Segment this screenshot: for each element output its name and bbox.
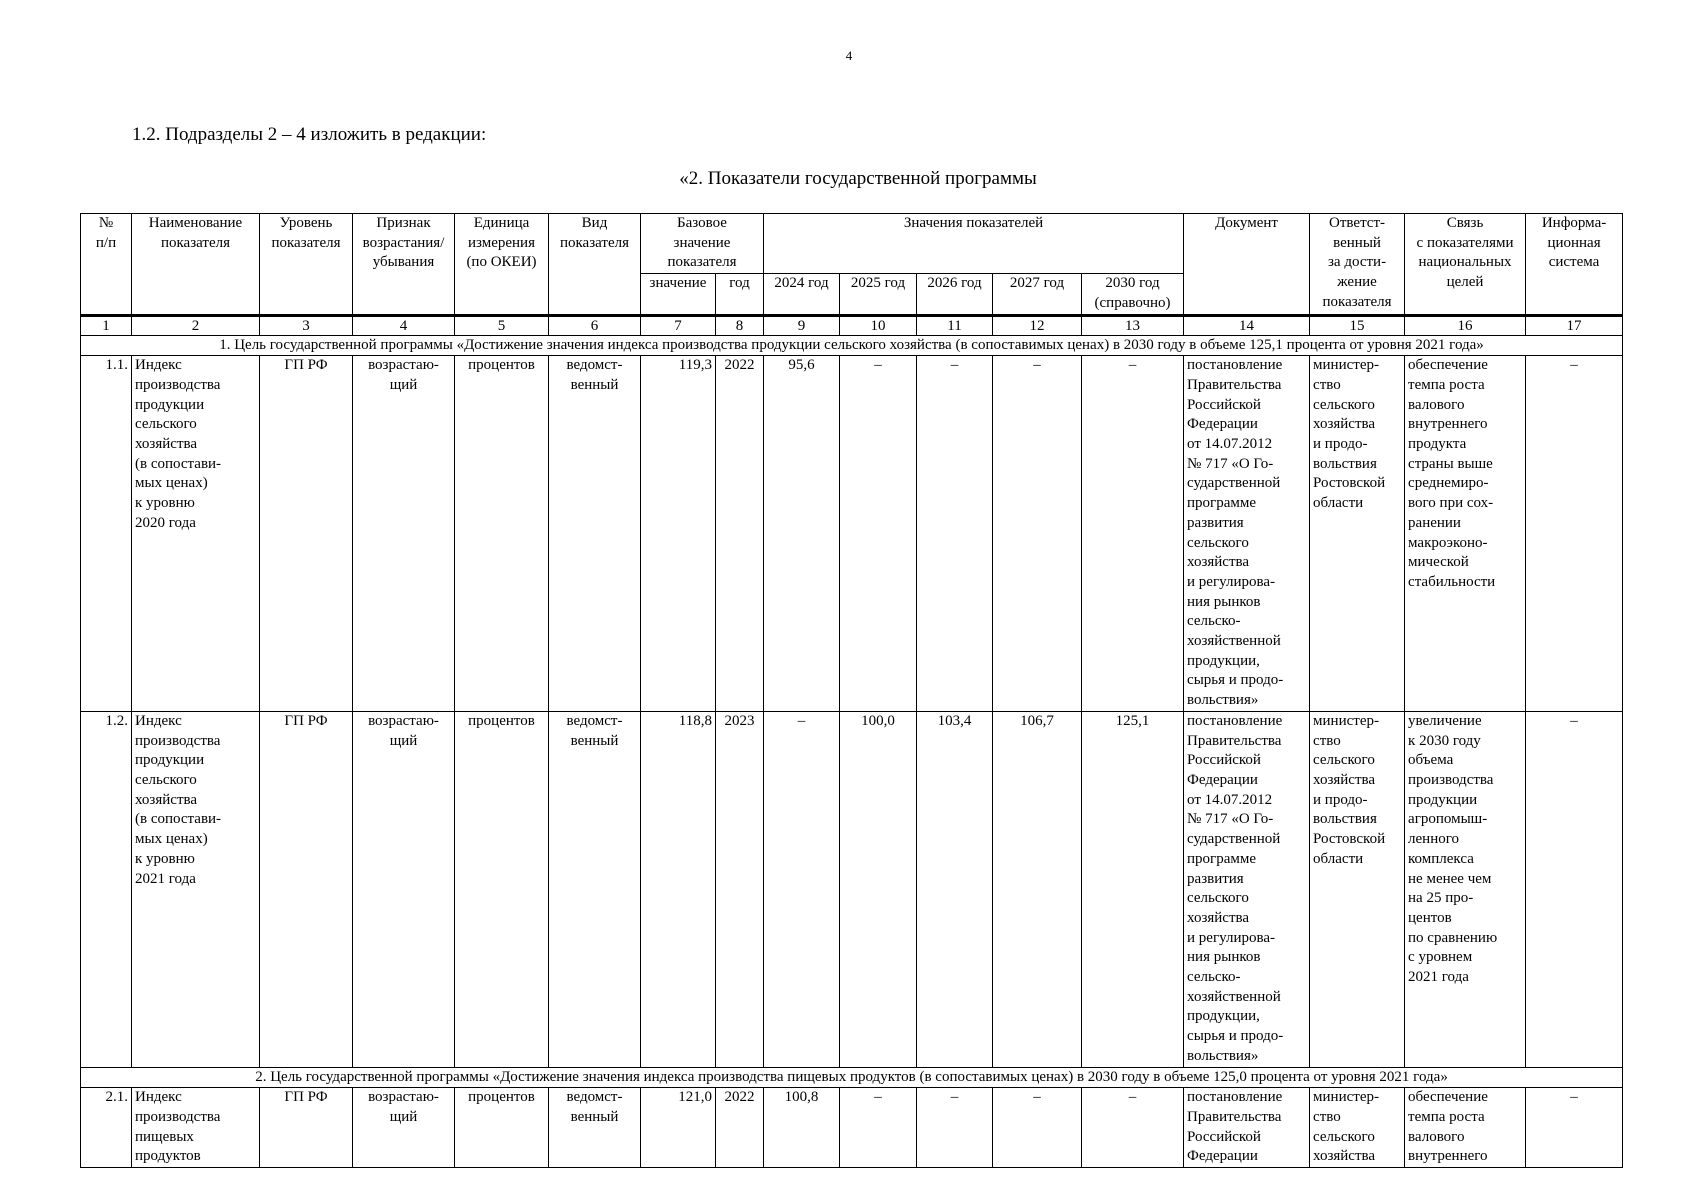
row-y2025: – bbox=[840, 356, 917, 712]
column-number: 15 bbox=[1310, 315, 1405, 335]
row-y2025: – bbox=[840, 1088, 917, 1168]
header-name: Наименование показателя bbox=[132, 214, 260, 316]
column-number: 17 bbox=[1526, 315, 1623, 335]
row-base-value: 119,3 bbox=[641, 356, 716, 712]
row-y2030: – bbox=[1082, 1088, 1184, 1168]
header-level: Уровень показателя bbox=[260, 214, 353, 316]
row-unit: процентов bbox=[455, 356, 549, 712]
row-base-value: 121,0 bbox=[641, 1088, 716, 1168]
row-info-system: – bbox=[1526, 1088, 1623, 1168]
row-unit: процентов bbox=[455, 1088, 549, 1168]
goal-row bbox=[81, 335, 1623, 356]
row-document: постановление Правительства Российской Федерации bbox=[1184, 1088, 1310, 1168]
row-info-system: – bbox=[1526, 711, 1623, 1067]
row-name: Индекс производства продукции сельского хозяйства (в сопостави- мых ценах) к уровню 2020 года bbox=[132, 356, 260, 712]
header-document: Документ bbox=[1184, 214, 1310, 316]
row-trend: возрастаю- щий bbox=[353, 356, 455, 712]
column-number: 6 bbox=[549, 315, 641, 335]
column-number: 10 bbox=[840, 315, 917, 335]
column-number: 8 bbox=[716, 315, 764, 335]
row-trend: возрастаю- щий bbox=[353, 711, 455, 1067]
row-type: ведомст- венный bbox=[549, 711, 641, 1067]
row-y2030: 125,1 bbox=[1082, 711, 1184, 1067]
row-y2024: 95,6 bbox=[764, 356, 840, 712]
row-level: ГП РФ bbox=[260, 711, 353, 1067]
goal-row bbox=[81, 1067, 1623, 1088]
column-number: 7 bbox=[641, 315, 716, 335]
header-link: Связь с показателями национальных целей bbox=[1405, 214, 1526, 316]
row-name: Индекс производства продукции сельского хозяйства (в сопостави- мых ценах) к уровню 2021 года bbox=[132, 711, 260, 1067]
header-responsible: Ответст- венный за дости- жение показателя bbox=[1310, 214, 1405, 316]
row-unit: процентов bbox=[455, 711, 549, 1067]
row-link: увеличение к 2030 году объема производства продукции агропомыш- ленного комплекса не менее чем на 25 про- центов по сравнению с уровнем 2021 года bbox=[1405, 711, 1526, 1067]
row-y2027: – bbox=[993, 356, 1082, 712]
header-y2027: 2027 год bbox=[993, 274, 1082, 315]
table-row bbox=[81, 711, 1623, 1067]
row-base-year: 2022 bbox=[716, 356, 764, 712]
column-number: 5 bbox=[455, 315, 549, 335]
header-num: № п/п bbox=[81, 214, 132, 316]
header-y2030: 2030 год (справочно) bbox=[1082, 274, 1184, 315]
row-document: постановление Правительства Российской Федерации от 14.07.2012 № 717 «О Го- сударственной программе развития сельского хозяйства и регулирова- ния рынков сельско- хозяйственной продукции, сырья и продо- вольствия» bbox=[1184, 711, 1310, 1067]
header-base-value: значение bbox=[641, 274, 716, 315]
column-number: 2 bbox=[132, 315, 260, 335]
goal-2-text: 2. Цель государственной программы «Достижение значения индекса производства пищевых продуктов (в сопоставимых ценах) в 2030 году в объеме 125,0 процента от уровня 2021 года» bbox=[81, 1067, 1623, 1088]
row-base-year: 2023 bbox=[716, 711, 764, 1067]
column-number: 1 bbox=[81, 315, 132, 335]
row-type: ведомст- венный bbox=[549, 356, 641, 712]
header-unit: Единица измерения (по ОКЕИ) bbox=[455, 214, 549, 316]
column-number: 11 bbox=[917, 315, 993, 335]
header-base: Базовое значение показателя bbox=[641, 214, 764, 274]
column-number: 16 bbox=[1405, 315, 1526, 335]
row-info-system: – bbox=[1526, 356, 1623, 712]
row-num: 1.1. bbox=[81, 356, 132, 712]
column-number: 9 bbox=[764, 315, 840, 335]
intro-line: 1.2. Подразделы 2 – 4 изложить в редакции: bbox=[132, 124, 487, 145]
row-trend: возрастаю- щий bbox=[353, 1088, 455, 1168]
row-link: обеспечение темпа роста валового внутреннего продукта страны выше среднемиро- вого при сох- ранении макроэконо- мической стабильности bbox=[1405, 356, 1526, 712]
header-type: Вид показателя bbox=[549, 214, 641, 316]
row-y2025: 100,0 bbox=[840, 711, 917, 1067]
row-link: обеспечение темпа роста валового внутреннего bbox=[1405, 1088, 1526, 1168]
row-num: 2.1. bbox=[81, 1088, 132, 1168]
row-num: 1.2. bbox=[81, 711, 132, 1067]
header-row-1 bbox=[81, 214, 1623, 274]
section-heading: «2. Показатели государственной программы bbox=[679, 168, 1037, 189]
row-y2026: 103,4 bbox=[917, 711, 993, 1067]
header-y2024: 2024 год bbox=[764, 274, 840, 315]
header-values: Значения показателей bbox=[764, 214, 1184, 274]
row-y2026: – bbox=[917, 1088, 993, 1168]
table-row bbox=[81, 1088, 1623, 1168]
column-number: 3 bbox=[260, 315, 353, 335]
row-base-value: 118,8 bbox=[641, 711, 716, 1067]
row-base-year: 2022 bbox=[716, 1088, 764, 1168]
column-number: 14 bbox=[1184, 315, 1310, 335]
row-level: ГП РФ bbox=[260, 1088, 353, 1168]
page-number: 4 bbox=[845, 48, 853, 63]
row-level: ГП РФ bbox=[260, 356, 353, 712]
header-base-year: год bbox=[716, 274, 764, 315]
row-y2024: – bbox=[764, 711, 840, 1067]
header-y2026: 2026 год bbox=[917, 274, 993, 315]
row-type: ведомст- венный bbox=[549, 1088, 641, 1168]
goal-1-text: 1. Цель государственной программы «Достижение значения индекса производства продукции сельского хозяйства (в сопоставимых ценах) в 2030 году в объеме 125,1 процента от уровня 2021 года» bbox=[81, 335, 1623, 356]
row-y2024: 100,8 bbox=[764, 1088, 840, 1168]
row-responsible: министер- ство сельского хозяйства bbox=[1310, 1088, 1405, 1168]
header-y2025: 2025 год bbox=[840, 274, 917, 315]
header-trend: Признак возрастания/ убывания bbox=[353, 214, 455, 316]
header-info-system: Информа- ционная система bbox=[1526, 214, 1623, 316]
column-number: 12 bbox=[993, 315, 1082, 335]
column-number: 13 bbox=[1082, 315, 1184, 335]
row-y2027: – bbox=[993, 1088, 1082, 1168]
column-numbers-row bbox=[81, 315, 1623, 335]
row-name: Индекс производства пищевых продуктов bbox=[132, 1088, 260, 1168]
row-responsible: министер- ство сельского хозяйства и продо- вольствия Ростовской области bbox=[1310, 711, 1405, 1067]
row-responsible: министер- ство сельского хозяйства и продо- вольствия Ростовской области bbox=[1310, 356, 1405, 712]
row-y2030: – bbox=[1082, 356, 1184, 712]
column-number: 4 bbox=[353, 315, 455, 335]
indicators-table bbox=[80, 213, 1623, 1168]
row-y2027: 106,7 bbox=[993, 711, 1082, 1067]
table-row bbox=[81, 356, 1623, 712]
row-y2026: – bbox=[917, 356, 993, 712]
row-document: постановление Правительства Российской Федерации от 14.07.2012 № 717 «О Го- сударственной программе развития сельского хозяйства и регулирова- ния рынков сельско- хозяйственной продукции, сырья и продо- вольствия» bbox=[1184, 356, 1310, 712]
